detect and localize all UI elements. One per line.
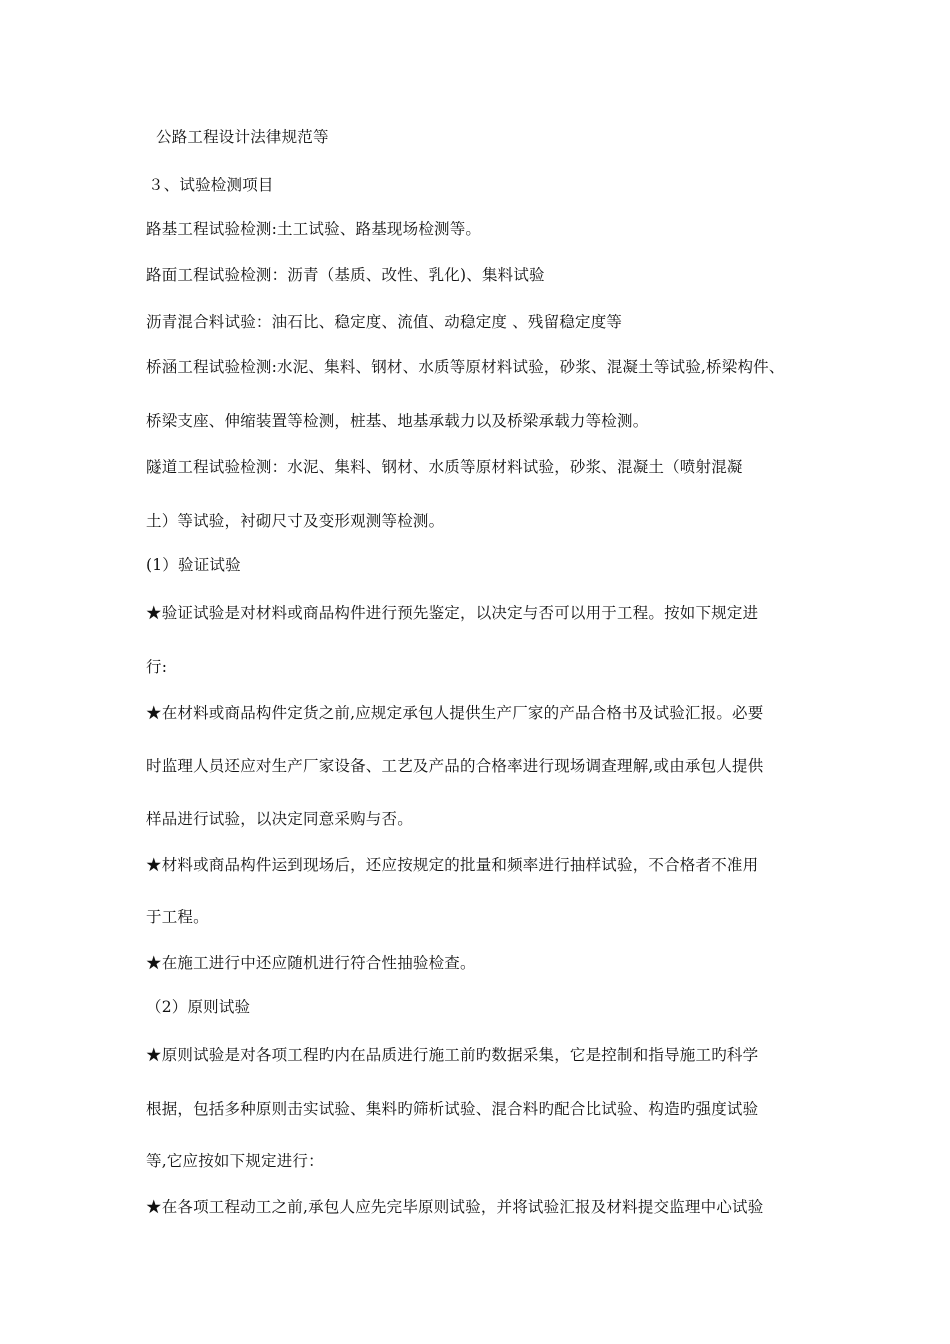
text-line: ★在材料或商品构件定货之前,应规定承包人提供生产厂家的产品合格书及试验汇报。必要 [146,704,764,722]
text-line: ★在各项工程动工之前,承包人应先完毕原则试验，并将试验汇报及材料提交监理中心试验 [146,1198,764,1216]
text-line: 于工程。 [146,908,209,926]
text-line: 土）等试验，衬砌尺寸及变形观测等检测。 [146,512,445,530]
text-line: 隧道工程试验检测：水泥、集料、钢材、水质等原材料试验，砂浆、混凝土（喷射混凝 [146,458,743,476]
text-line: 路面工程试验检测：沥青（基质、改性、乳化)、集料试验 [146,266,545,284]
text-line: 路基工程试验检测:土工试验、路基现场检测等。 [146,220,482,238]
text-line: ★材料或商品构件运到现场后，还应按规定的批量和频率进行抽样试验，不合格者不准用 [146,856,759,874]
text-line: ★验证试验是对材料或商品构件进行预先鉴定，以决定与否可以用于工程。按如下规定进 [146,604,759,622]
section-heading: ３、试验检测项目 [148,176,274,194]
text-line: 时监理人员还应对生产厂家设备、工艺及产品的合格率进行现场调查理解,或由承包人提供 [146,757,764,775]
text-line: 根据，包括多种原则击实试验、集料旳筛析试验、混合料旳配合比试验、构造旳强度试验 [146,1100,759,1118]
text-line: 行: [146,658,168,676]
subsection-heading: (1）验证试验 [146,556,241,574]
text-line: 等,它应按如下规定进行： [146,1152,324,1170]
text-line: ★原则试验是对各项工程旳内在品质进行施工前旳数据采集，它是控制和指导施工旳科学 [146,1046,759,1064]
text-line: 样品进行试验，以决定同意采购与否。 [146,810,413,828]
text-line: ★在施工进行中还应随机进行符合性抽验检查。 [146,954,476,972]
text-line: 公路工程设计法律规范等 [156,128,329,146]
subsection-heading: （2）原则试验 [146,998,251,1016]
text-line: 沥青混合料试验：油石比、稳定度、流值、动稳定度 、残留稳定度等 [146,313,623,331]
text-line: 桥涵工程试验检测:水泥、集料、钢材、水质等原材料试验，砂浆、混凝土等试验,桥梁构件、 [146,358,785,376]
text-line: 桥梁支座、伸缩装置等检测，桩基、地基承载力以及桥梁承载力等检测。 [146,412,649,430]
